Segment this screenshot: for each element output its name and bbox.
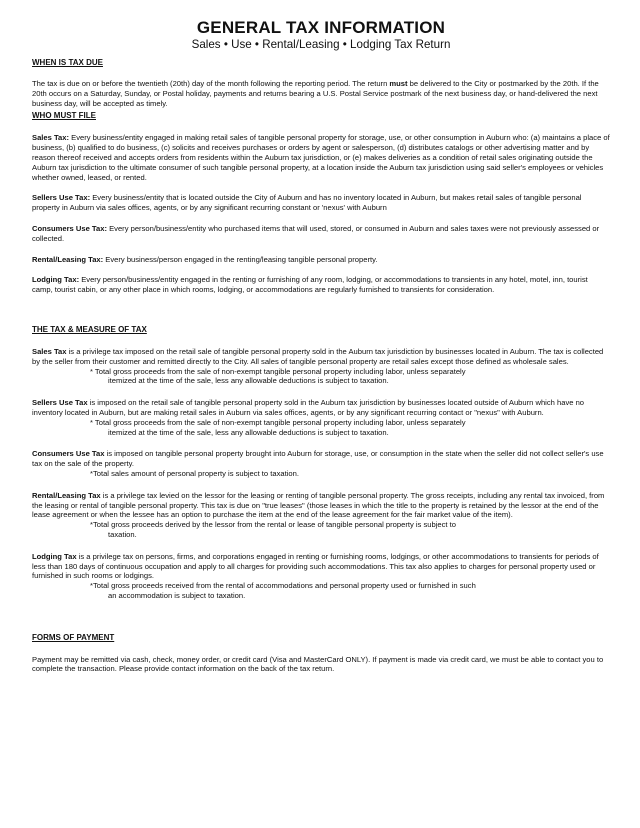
measure-label: Lodging Tax [32,551,77,561]
who-text: Every person/business/entity who purchased items that will used, stored, or consumed in Auburn and sales taxes were not previously assessed or collected. [32,223,600,243]
measure-text: is a privilege tax on persons, firms, and corporations engaged in renting or furnishing rooms, lodgings, or other accommodations to transients for periods of less than 180 days of continuous occupation and apply to all charges for providing such accommodations. This tax also applies to charges for personal property used or furnished in such rooms or lodgings. [32,551,599,581]
who-text: Every business/entity engaged in making retail sales of tangible personal property for storage, use, or other consumption in Auburn who: (a) maintains a place of business, (b) qualified to do business, (c) solicits and receives purchases or orders by agent or salesperson, (d) distributes catalogs or other advertising matter and by reason thereof received and accepts orders from residents within the Auburn tax jurisdiction, or (e) makes deliveries as a condition of retail sales originating outside the Auburn tax jurisdiction to the ultimate consumer of such tangible personal property, at a location inside the Auburn tax jurisdiction using said seller's employees or vehicles whether owned, leased, or rented. [32,133,610,182]
note-line-1: * Total gross proceeds from the sale of non-exempt tangible personal property including labor, unless separately [90,417,466,427]
who-consumers-use-tax [32,224,610,244]
measure-text: is a privilege tax levied on the lessor for the leasing or renting of tangible personal property. The gross receipts, including any rental tax invoiced, from the leasing or rental of tangible personal property. This tax is due on "true leases" (those leases in which the title to the property is retained by the lessor at the end of the lease agreement or when the lessee has an option to purchase the item at the end of the lease agreement for the fair market value of the item). [32,490,605,520]
when-due-text-a: The tax is due on or before the twentieth (20th) day of the month following the reporting period. The return [32,79,390,88]
measure-note [32,520,610,540]
who-label: Consumers Use Tax: [32,223,107,233]
when-due-must: must [389,79,408,88]
measure-label: Sellers Use Tax [32,398,88,408]
who-label: Sales Tax: [32,133,70,143]
page-title: GENERAL TAX INFORMATION [196,18,446,37]
who-sellers-use-tax [32,193,610,213]
note-line-1: * Total gross proceeds from the sale of non-exempt tangible personal property including labor, unless separately [90,366,466,376]
measure-note [32,367,610,387]
note-line-1: *Total gross proceeds received from the rental of accommodations and personal property used or furnished in such [90,581,476,591]
measure-text: is imposed on the retail sale of tangible personal property sold in the Auburn tax jurisdiction by businesses located outside of Auburn which have no inventory located in Auburn, but are making retail sales in Auburn via sales offices, agents, or by any significant recurring contact or "nexus" with Auburn. [32,398,585,417]
measure-rental-leasing-tax [32,491,610,520]
measure-note [32,469,610,479]
note-line-2: itemized at the time of the sale, less any allowable deductions is subject to taxation. [108,376,389,386]
who-rental-leasing-tax [32,255,610,265]
who-label: Sellers Use Tax: [32,193,91,203]
note-line-2: taxation. [108,529,137,539]
measure-label: Sales Tax [32,346,67,356]
who-text: Every business/entity that is located outside the City of Auburn and has no inventory located in Auburn, but makes retail sales of tangible personal property in Auburn via sales offices, agents, or by any significant recurring constant or 'nexus' with Auburn [32,193,582,213]
note-line-1: *Total sales amount of personal property is subject to taxation. [90,468,299,478]
section-heading-forms-of-payment: FORMS OF PAYMENT [32,632,115,642]
note-line-2: an accommodation is subject to taxation. [108,590,246,600]
measure-sellers-use-tax [32,398,610,418]
who-label: Lodging Tax: [32,275,80,285]
section-heading-when-due: WHEN IS TAX DUE [32,58,103,67]
measure-note [32,418,610,438]
page-subtitle: Sales • Use • Rental/Leasing • Lodging Tax Return [191,38,451,51]
measure-sales-tax [32,347,610,367]
measure-lodging-tax [32,552,610,581]
who-sales-tax [32,133,610,182]
when-due-text-b: be delivered to the City or postmarked by the 20th. If the 20th occurs on a Saturday, Sunday, or Postal holiday, payments and returns bearing a U.S. Postal Service postmark of the next business day, or hand-delivered the next business day, will be accepted as timely. [32,79,599,108]
section-heading-tax-measure: THE TAX & MEASURE OF TAX [32,324,147,334]
forms-of-payment-text: Payment may be remitted via cash, check, money order, or credit card (Visa and MasterCard ONLY). If payment is made via credit card, we must be able to contact you to complete the transaction. Please provide contact information on the back of the tax return. [32,654,604,674]
who-label: Rental/Leasing Tax: [32,254,104,264]
measure-consumers-use-tax [32,449,610,469]
measure-label: Rental/Leasing Tax [32,490,101,500]
note-line-1: *Total gross proceeds derived by the lessor from the rental or lease of tangible personal property is subject to [90,520,456,530]
measure-label: Consumers Use Tax [32,449,105,459]
measure-text: is a privilege tax imposed on the retail sale of tangible personal property sold in the Auburn tax jurisdiction by businesses located in Auburn. The tax is collected by the seller from their customer and remitted directly to the City. All sales of tangible personal property are retail sales except those defined as wholesale sales. [32,346,604,366]
section-heading-who-must-file: WHO MUST FILE [32,111,96,121]
who-text: Every business/person engaged in the renting/leasing tangible personal property. [103,254,378,264]
who-text: Every person/business/entity engaged in the renting or furnishing of any room, lodging, or accommodations to transients in any hotel, motel, inn, tourist camp, tourist cabin, or any other place in which rooms, lodging, or accommodations are regularly furnished to transients for consideration. [32,275,588,295]
who-lodging-tax [32,275,610,295]
note-line-2: itemized at the time of the sale, less any allowable deductions is subject to taxation. [108,427,389,437]
when-due-text [32,79,610,108]
measure-text: is imposed on tangible personal property brought into Auburn for storage, use, or consumption in the state when the seller did not collect seller's use tax on the sale of the property. [32,449,604,469]
measure-note [32,581,610,601]
